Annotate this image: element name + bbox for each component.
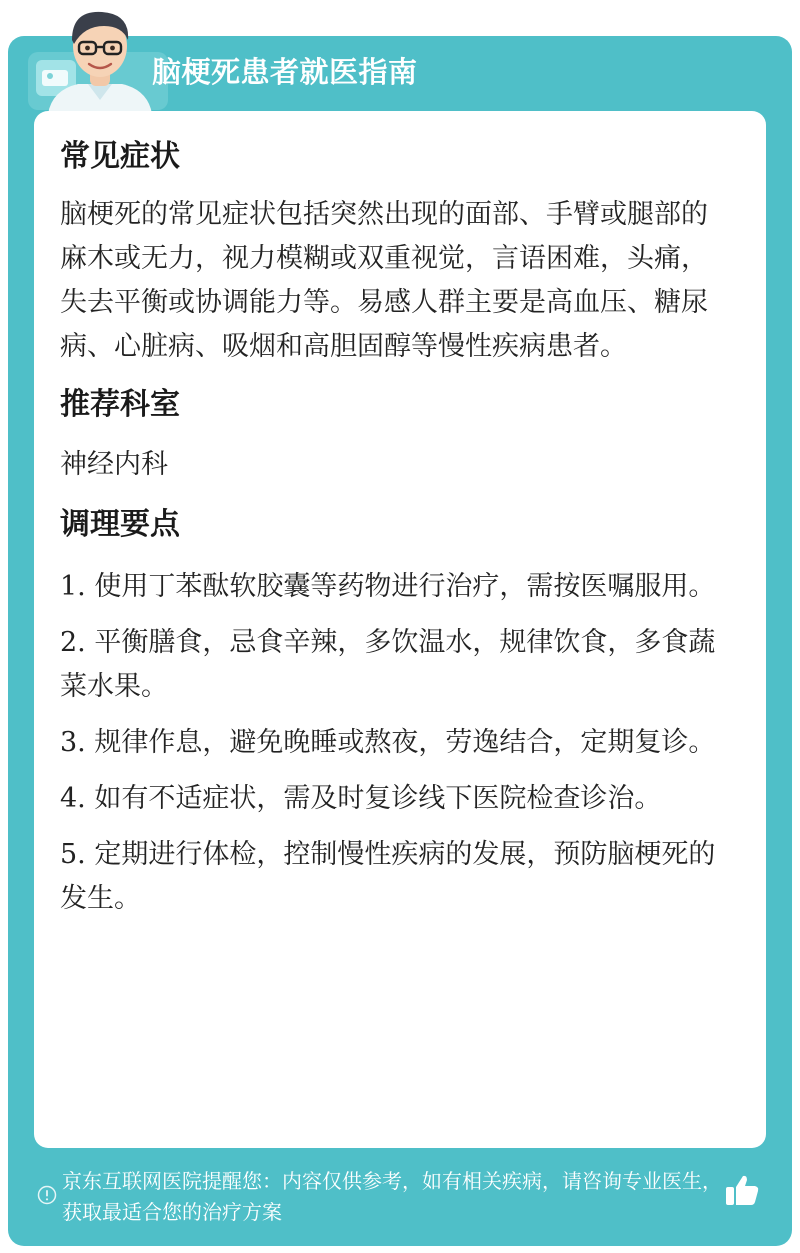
content-body [60, 135, 732, 921]
care-item-text: 使用丁苯酞软胶囊等药物进行治疗，需按医嘱服用。 [94, 571, 716, 602]
care-item-5 [60, 833, 732, 921]
department-heading: 推荐科室 [60, 387, 180, 422]
care-item-3 [60, 721, 732, 765]
symptoms-heading: 常见症状 [60, 139, 180, 174]
thumbs-up-icon[interactable] [724, 1172, 760, 1208]
care-heading: 调理要点 [60, 507, 180, 542]
care-item-text: 平衡膳食，忌食辛辣，多饮温水，规律饮食，多食蔬菜水果。 [60, 627, 716, 702]
care-item-text: 定期进行体检，控制慢性疾病的发展，预防脑梗死的发生。 [60, 839, 716, 914]
care-item-number: 4. [60, 783, 86, 814]
symptoms-text: 脑梗死的常见症状包括突然出现的面部、手臂或腿部的麻木或无力，视力模糊或双重视觉，言语困难，头痛，失去平衡或协调能力等。易感人群主要是高血压、糖尿病、心脏病、吸烟和高胆固醇等慢性疾病患者。 [60, 199, 708, 362]
care-item-text: 规律作息，避免晚睡或熬夜，劳逸结合，定期复诊。 [94, 727, 716, 758]
disclaimer-text: 京东互联网医院提醒您：内容仅供参考，如有相关疾病，请咨询专业医生，获取最适合您的治疗方案 [62, 1169, 722, 1224]
care-item-2 [60, 621, 732, 709]
care-item-4 [60, 777, 732, 821]
page-title: 脑梗死患者就医指南 [152, 55, 418, 89]
care-item-text: 如有不适症状，需及时复诊线下医院检查诊治。 [94, 783, 662, 814]
info-icon [37, 1185, 57, 1205]
care-item-number: 2. [60, 627, 86, 658]
care-item-1 [60, 565, 732, 609]
content-card [34, 111, 766, 1148]
care-item-number: 1. [60, 571, 86, 602]
care-item-number: 3. [60, 727, 86, 758]
department-text: 神经内科 [60, 449, 168, 480]
care-item-number: 5. [60, 839, 86, 870]
doctor-avatar-icon [44, 4, 156, 114]
